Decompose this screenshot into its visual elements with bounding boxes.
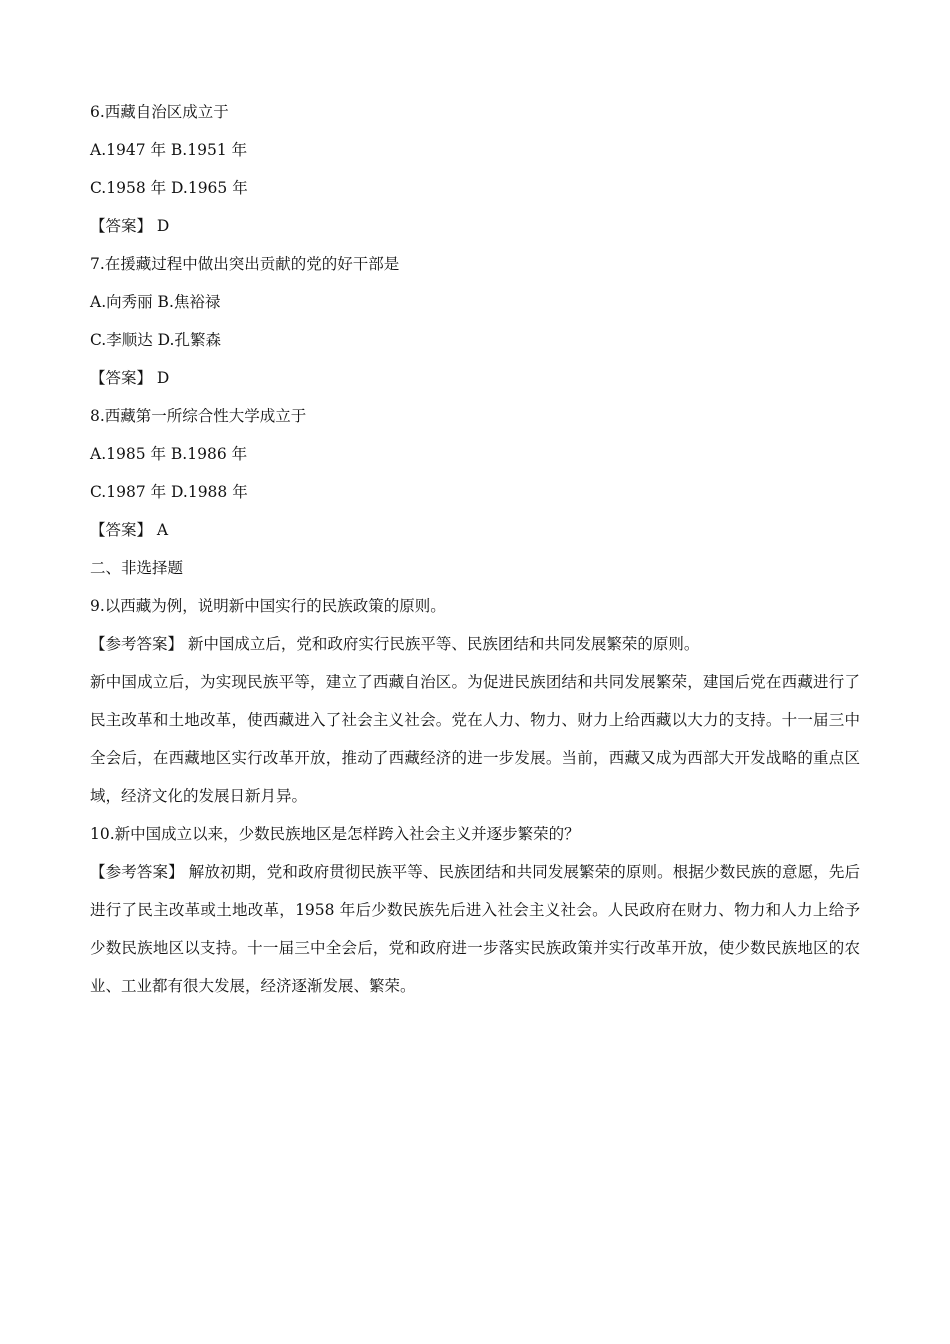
question-7-options-cd: C.李顺达 D.孔繁森 — [90, 331, 221, 349]
question-6-options-cd: C.1958 年 D.1965 年 — [90, 179, 248, 197]
question-7-answer: 【答案】 D — [90, 369, 170, 387]
question-8-stem: 8.西藏第一所综合性大学成立于 — [90, 407, 307, 425]
question-7-stem: 7.在援藏过程中做出突出贡献的党的好干部是 — [90, 255, 400, 273]
question-7-options-ab: A.向秀丽 B.焦裕禄 — [90, 293, 221, 311]
question-10-stem: 10.新中国成立以来，少数民族地区是怎样跨入社会主义并逐步繁荣的？ — [90, 825, 580, 843]
question-8-options-cd: C.1987 年 D.1988 年 — [90, 483, 248, 501]
question-9-explanation: 新中国成立后，为实现民族平等，建立了西藏自治区。为促进民族团结和共同发展繁荣，建国后党在西藏进行了民主改革和土地改革，使西藏进入了社会主义社会。党在人力、物力、财力上给西藏以大力的支持。十一届三中全会后，在西藏地区实行改革开放，推动了西藏经济的进一步发展。当前，西藏又成为西部大开发战略的重点区域，经济文化的发展日新月异。 — [90, 673, 860, 805]
question-10-reference-answer: 【参考答案】 解放初期，党和政府贯彻民族平等、民族团结和共同发展繁荣的原则。根据少数民族的意愿，先后进行了民主改革或土地改革，1958 年后少数民族先后进入社会主义社会。人民政府在财力、物力和人力上给予少数民族地区以支持。十一届三中全会后，党和政府进一步落实民族政策并实行改革开放，使少数民族地区的农业、工业都有很大发展，经济逐渐发展、繁荣。 — [90, 863, 860, 995]
question-9-reference-answer: 【参考答案】 新中国成立后，党和政府实行民族平等、民族团结和共同发展繁荣的原则。 — [90, 635, 700, 653]
question-9-stem: 9.以西藏为例，说明新中国实行的民族政策的原则。 — [90, 597, 446, 615]
document-content — [90, 100, 860, 1012]
question-8-options-ab: A.1985 年 B.1986 年 — [90, 445, 248, 463]
question-8-answer: 【答案】 A — [90, 521, 169, 539]
question-6-answer: 【答案】 D — [90, 217, 170, 235]
section-2-heading: 二、非选择题 — [90, 559, 184, 577]
question-6-options-ab: A.1947 年 B.1951 年 — [90, 141, 248, 159]
question-6-stem: 6.西藏自治区成立于 — [90, 103, 229, 121]
